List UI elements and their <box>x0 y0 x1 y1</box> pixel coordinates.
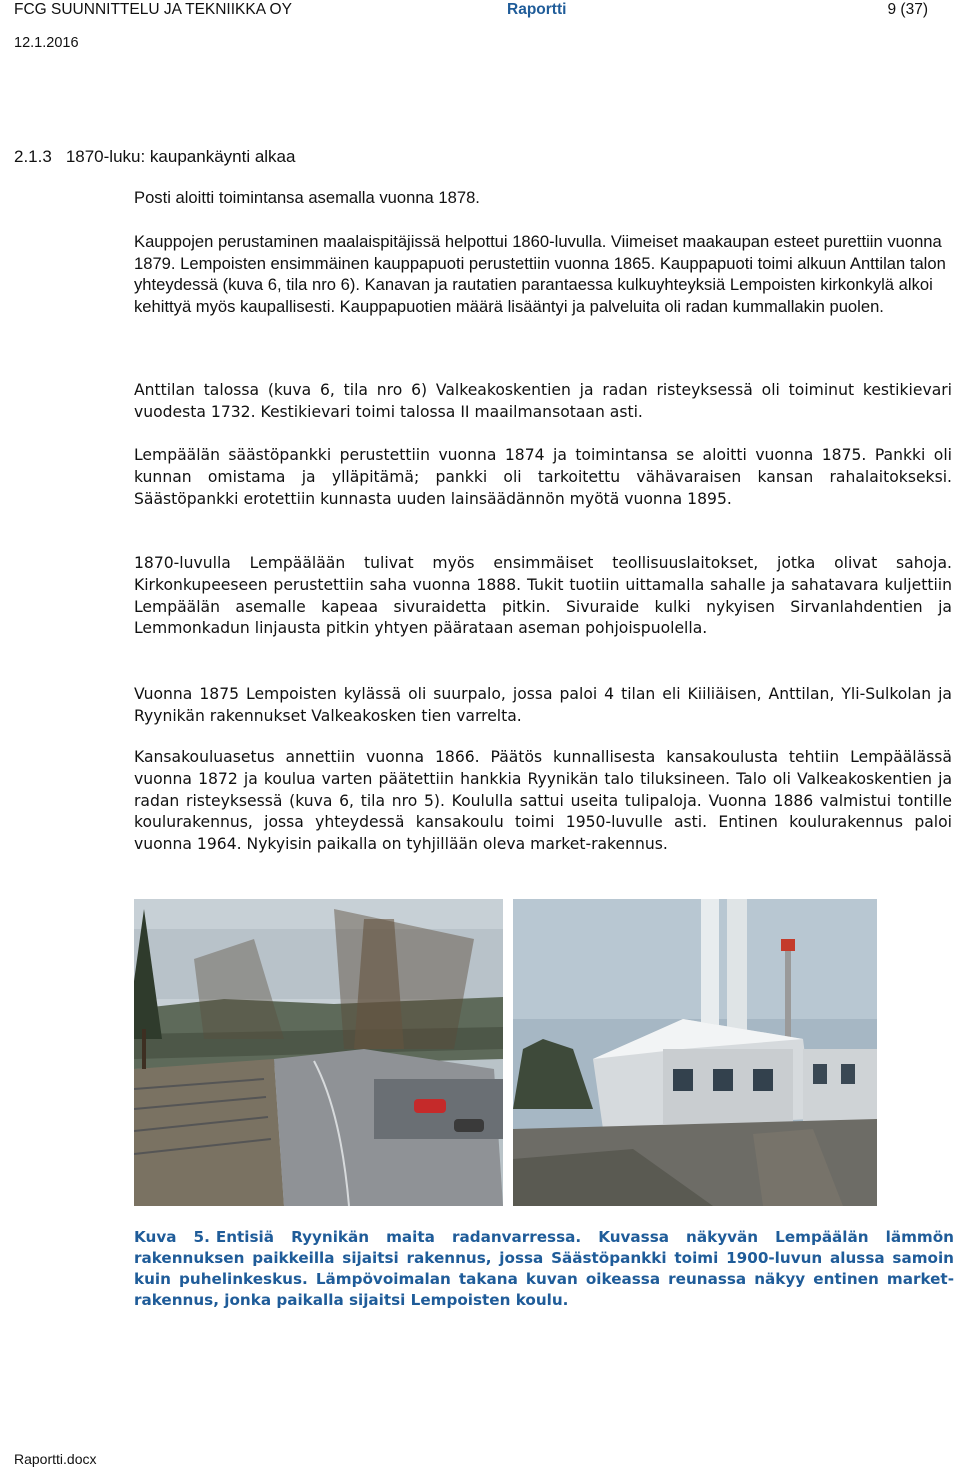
figure-caption-text: Entisiä Ryynikän maita radanvarressa. Kuvassa näkyvän Lempäälän lämmön rakennuksen paikkeilla sijaitsi rakennus, jossa Säästöpankki toimi 1900-luvun alussa samoin kuin puhelinkeskus. Lämpövoimalan takana kuvan oikeassa reunassa näkyy entinen market-rakennus, jonka paikalla sijaitsi Lempoisten koulu. <box>134 1228 954 1309</box>
paragraph-kansakoulu: Kansakouluasetus annettiin vuonna 1866. Päätös kunnallisesta kansakoulusta tehtiin Lempäälässä vuonna 1872 ja koulua varten päätettiin hankkia Ryynikän talo tiluksineen. Talo oli Valkeakoskentien ja radan risteyksessä (kuva 6, tila nro 5). Koululla sattui useita tulipaloja. Vuonna 1886 valmistui tontille koulurakennus, jossa yhteydessä kansakoulu toimi 1950-luvulle asti. Entinen koulurakennus paloi vuonna 1964. Nykyisin paikalla on tyhjillään oleva market-rakennus. <box>134 748 952 854</box>
paragraph-sahat: 1870-luvulla Lempäälään tulivat myös ensimmäiset teollisuuslaitokset, jotka olivat sahoja. Kirkonkupeeseen perustettiin saha vuonna 1888. Tukit tuotiin uittamalla sahalle ja sahatavara kuljettiin Lempäälän asemalle kapeaa sivuraidetta pitkin. Sivuraide kulki nykyisen Sirvanlahdentien ja Lemmonkadun linjausta pitkin yhtyen päärataan aseman pohjoispuolella. <box>134 554 952 638</box>
paragraph-kauppojen: Kauppojen perustaminen maalaispitäjissä helpottui 1860-luvulla. Viimeiset maakaupan esteet purettiin vuonna 1879. Lempoisten ensimmäinen kauppapuoti perustettiin vuonna 1865. Kauppapuoti toimi alkuun Anttilan talon yhteydessä (kuva 6, tila nro 6). Kanavan ja rautatien parantaessa kulkuyhteyksiä Lempoisten kirkonkylä alkoi kehittyä myös kaupallisesti. Kauppapuotien määrä lisääntyi ja palveluita oli radan kummallakin puolen. <box>134 232 946 316</box>
header-doc-type: Raportti <box>507 1 567 18</box>
page-header <box>14 0 946 51</box>
figure-caption-label: Kuva 5. <box>134 1228 210 1246</box>
photo-heating-plant <box>513 899 877 1206</box>
header-date: 12.1.2016 <box>14 35 79 51</box>
paragraph-anttilan: Anttilan talossa (kuva 6, tila nro 6) Valkeakoskentien ja radan risteyksessä oli toiminut kestikievari vuodesta 1732. Kestikievari toimi talossa II maailmansotaan asti. <box>134 381 952 421</box>
paragraph-posti: Posti aloitti toimintansa asemalla vuonna 1878. <box>134 188 480 207</box>
header-page-number: 9 (37) <box>887 1 928 18</box>
header-organization: FCG SUUNNITTELU JA TEKNIIKKA OY <box>14 1 292 18</box>
paragraph-saastopankki: Lempäälän säästöpankki perustettiin vuonna 1874 ja toimintansa se aloitti vuonna 1875. Pankki oli kunnan omistama ja ylläpitämä; pankki oli tarkoitettu vähävaraisen kansan rahalaitokseksi. Säästöpankki erotettiin kunnasta uuden lainsäädännön myötä vuonna 1895. <box>134 446 952 508</box>
paragraph-suurpalo: Vuonna 1875 Lempoisten kylässä oli suurpalo, jossa paloi 4 tilan eli Kiiliäisen, Anttilan, Yli-Sulkolan ja Ryynikän rakennukset Valkeakosken tien varrelta. <box>134 685 952 725</box>
section-heading <box>14 147 295 167</box>
section-title: 1870-luku: kaupankäynti alkaa <box>65 147 296 166</box>
photo-railway-road <box>134 899 503 1206</box>
figure-caption <box>134 1227 954 1311</box>
photo-railway-road-image <box>134 899 503 1206</box>
photo-heating-plant-image <box>513 899 877 1206</box>
page-footer-filename: Raportti.docx <box>14 1451 97 1467</box>
section-number: 2.1.3 <box>14 147 52 166</box>
